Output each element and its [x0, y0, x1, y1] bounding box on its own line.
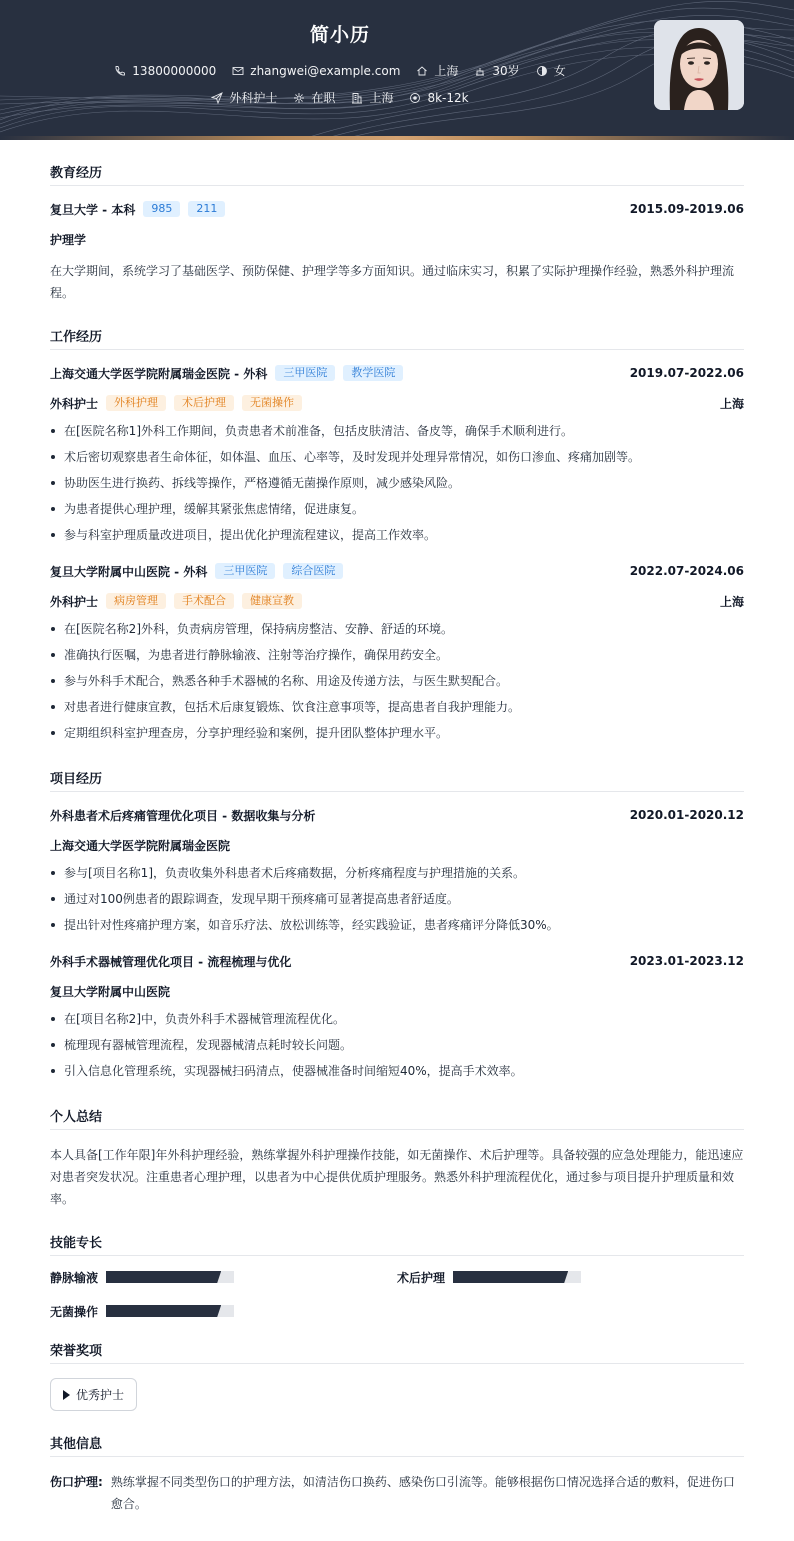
send-icon: [211, 92, 223, 104]
role-name: 外科护士: [50, 594, 99, 609]
age-info: [474, 62, 519, 79]
work-location: 上海: [719, 594, 744, 609]
profile-photo: [654, 20, 744, 110]
position-info: [211, 89, 277, 106]
gender-icon: [536, 65, 548, 77]
salary-info: [409, 91, 468, 105]
skill-bar-fill: [106, 1305, 221, 1317]
other-text: 熟练掌握不同类型伤口的护理方法，如清洁伤口换药、感染伤口引流等。能够根据伤口情况选择合适的敷料，促进伤口愈合。: [110, 1475, 735, 1511]
major-name: 护理学: [50, 232, 87, 247]
age-icon: [474, 65, 486, 77]
projects-section: [50, 768, 744, 1084]
list-item: 在[医院名称2]外科，负责病房管理，保持病房整洁、安静、舒适的环境。: [50, 616, 744, 642]
position-text: 外科护士: [229, 91, 278, 105]
summary-text: 本人具备[工作年限]年外科护理经验，熟练掌握外科护理操作技能，如无菌操作、术后护理等。具备较强的应急处理能力，能迅速应对患者突发状况。注重患者心理护理，以患者为中心提供优质护理服务。熟悉外科护理流程优化，通过参与项目提升护理质量和效率。: [50, 1148, 744, 1206]
status-info: [293, 89, 335, 106]
work-location: 上海: [719, 396, 744, 411]
phone-info: [114, 64, 216, 78]
role-row: [50, 394, 744, 412]
list-item: 协助医生进行换药、拆线等操作，严格遵循无菌操作原则，减少感染风险。: [50, 470, 744, 496]
company-tag: 综合医院: [283, 563, 343, 579]
role-tag: 无菌操作: [242, 395, 302, 411]
phone-text: 13800000000: [132, 63, 217, 78]
gender-text: 女: [553, 64, 566, 78]
city-text: 上海: [434, 64, 459, 78]
resume-body: [0, 162, 794, 1515]
awards-section: [50, 1340, 744, 1411]
list-item: 对患者进行健康宣教，包括术后康复锻炼、饮食注意事项等，提高患者自我护理能力。: [50, 694, 744, 720]
skill-name: 术后护理: [397, 1270, 446, 1285]
contact-row: [0, 62, 680, 79]
list-item: 在[项目名称2]中，负责外科手术器械管理流程优化。: [50, 1006, 744, 1032]
role-row: [50, 592, 744, 610]
work-title: 工作经历: [50, 326, 744, 350]
home-icon: [416, 65, 428, 77]
role-tag: 健康宣教: [242, 593, 302, 609]
work-section: [50, 326, 744, 746]
project-name: 外科患者术后疼痛管理优化项目 - 数据收集与分析: [50, 808, 316, 823]
work-entry: [50, 562, 744, 746]
project-name: 外科手术器械管理优化项目 - 流程梳理与优化: [50, 954, 292, 969]
summary-section: [50, 1106, 744, 1210]
status-icon: [293, 92, 305, 104]
project-date: 2023.01-2023.12: [629, 954, 744, 968]
work-header-row: [50, 562, 744, 580]
candidate-name: 简小历: [309, 24, 370, 46]
other-section: [50, 1433, 744, 1515]
role-tag: 病房管理: [106, 593, 166, 609]
awards-title: 荣誉奖项: [50, 1340, 744, 1364]
project-header-row: [50, 952, 744, 970]
project-date: 2020.01-2020.12: [629, 808, 744, 822]
age-text: 30岁: [492, 64, 520, 78]
project-org-row: [50, 836, 744, 854]
skill-bar-fill: [106, 1271, 221, 1283]
list-item: 为患者提供心理护理，缓解其紧张焦虑情绪，促进康复。: [50, 496, 744, 522]
company-name: 复旦大学附属中山医院 - 外科: [50, 564, 208, 579]
education-title: 教育经历: [50, 162, 744, 186]
list-item: 通过对100例患者的跟踪调查，发现早期干预疼痛可显著提高患者舒适度。: [50, 886, 744, 912]
list-item: 参与外科手术配合，熟悉各种手术器械的名称、用途及传递方法，与医生默契配合。: [50, 668, 744, 694]
work-entry: [50, 364, 744, 548]
project-org-row: [50, 982, 744, 1000]
work-bullets: [50, 616, 744, 746]
list-item: 梳理现有器械管理流程，发现器械清点耗时较长问题。: [50, 1032, 744, 1058]
work-header-row: [50, 364, 744, 382]
company-tag: 三甲医院: [215, 563, 275, 579]
work-city-text: 上海: [369, 91, 394, 105]
skill-item: [50, 1304, 397, 1318]
list-item: 参与[项目名称1]，负责收集外科患者术后疼痛数据，分析疼痛程度与护理措施的关系。: [50, 860, 744, 886]
role-tag: 术后护理: [174, 395, 234, 411]
work-date: 2022.07-2024.06: [629, 564, 744, 578]
list-item: 准确执行医嘱，为患者进行静脉输液、注射等治疗操作，确保用药安全。: [50, 642, 744, 668]
resume-header: [0, 0, 794, 140]
job-row: [0, 89, 680, 106]
header-accent-bar: [0, 136, 794, 140]
role-tag: 外科护理: [106, 395, 166, 411]
major-row: [50, 230, 744, 248]
skill-bar-fill: [453, 1271, 568, 1283]
gender-info: [536, 62, 566, 79]
summary-title: 个人总结: [50, 1106, 744, 1130]
work-bullets: [50, 418, 744, 548]
skill-name: 无菌操作: [50, 1304, 99, 1319]
mail-icon: [232, 65, 244, 77]
project-bullets: [50, 1006, 744, 1084]
building-icon: [351, 92, 363, 104]
school-tag: 211: [188, 201, 225, 217]
school-name: 复旦大学 - 本科: [50, 202, 136, 217]
award-name: 优秀护士: [76, 1388, 125, 1402]
salary-text: 8k-12k: [427, 90, 469, 105]
education-description: 在大学期间，系统学习了基础医学、预防保健、护理学等多方面知识。通过临床实习，积累了实际护理操作经验，熟悉外科护理流程。: [50, 264, 735, 300]
skill-name: 静脉输液: [50, 1270, 99, 1285]
email-text: zhangwei@example.com: [250, 63, 401, 78]
skill-bar: [106, 1271, 234, 1283]
education-header-row: [50, 200, 744, 218]
other-item: [50, 1471, 744, 1515]
phone-icon: [114, 65, 126, 77]
company-name: 上海交通大学医学院附属瑞金医院 - 外科: [50, 366, 268, 381]
list-item: 术后密切观察患者生命体征，如体温、血压、心率等，及时发现并处理异常情况，如伤口渗血、疼痛加剧等。: [50, 444, 744, 470]
skills-title: 技能专长: [50, 1232, 744, 1256]
other-label: 伤口护理:: [50, 1475, 103, 1489]
project-header-row: [50, 806, 744, 824]
skills-list: [50, 1270, 744, 1318]
company-tag: 三甲医院: [275, 365, 335, 381]
role-name: 外科护士: [50, 396, 99, 411]
project-entry: [50, 952, 744, 1084]
education-date: 2015.09-2019.06: [629, 202, 744, 216]
skill-item: [397, 1270, 744, 1284]
role-tag: 手术配合: [174, 593, 234, 609]
education-section: [50, 162, 744, 304]
list-item: 提出针对性疼痛护理方案，如音乐疗法、放松训练等，经实践验证，患者疼痛评分降低30%。: [50, 912, 744, 938]
triangle-right-icon: [63, 1390, 70, 1400]
project-bullets: [50, 860, 744, 938]
email-info: [232, 64, 400, 78]
list-item: 定期组织科室护理查房，分享护理经验和案例，提升团队整体护理水平。: [50, 720, 744, 746]
work-city-info: [351, 89, 393, 106]
skill-item: [50, 1270, 397, 1284]
list-item: 引入信息化管理系统，实现器械扫码清点，使器械准备时间缩短40%，提高手术效率。: [50, 1058, 744, 1084]
status-text: 在职: [311, 91, 336, 105]
salary-icon: [409, 92, 421, 104]
project-org: 上海交通大学医学院附属瑞金医院: [50, 838, 231, 853]
company-tag: 教学医院: [343, 365, 403, 381]
projects-title: 项目经历: [50, 768, 744, 792]
list-item: 参与科室护理质量改进项目，提出优化护理流程建议，提高工作效率。: [50, 522, 744, 548]
list-item: 在[医院名称1]外科工作期间，负责患者术前准备，包括皮肤清洁、备皮等，确保手术顺利进行。: [50, 418, 744, 444]
city-info: [416, 62, 458, 79]
school-tag: 985: [143, 201, 180, 217]
avatar-portrait: [654, 20, 744, 110]
other-title: 其他信息: [50, 1433, 744, 1457]
skill-bar: [106, 1305, 234, 1317]
work-date: 2019.07-2022.06: [629, 366, 744, 380]
award-badge: [50, 1378, 137, 1411]
project-org: 复旦大学附属中山医院: [50, 984, 171, 999]
skill-bar: [453, 1271, 581, 1283]
project-entry: [50, 806, 744, 938]
skills-section: [50, 1232, 744, 1318]
